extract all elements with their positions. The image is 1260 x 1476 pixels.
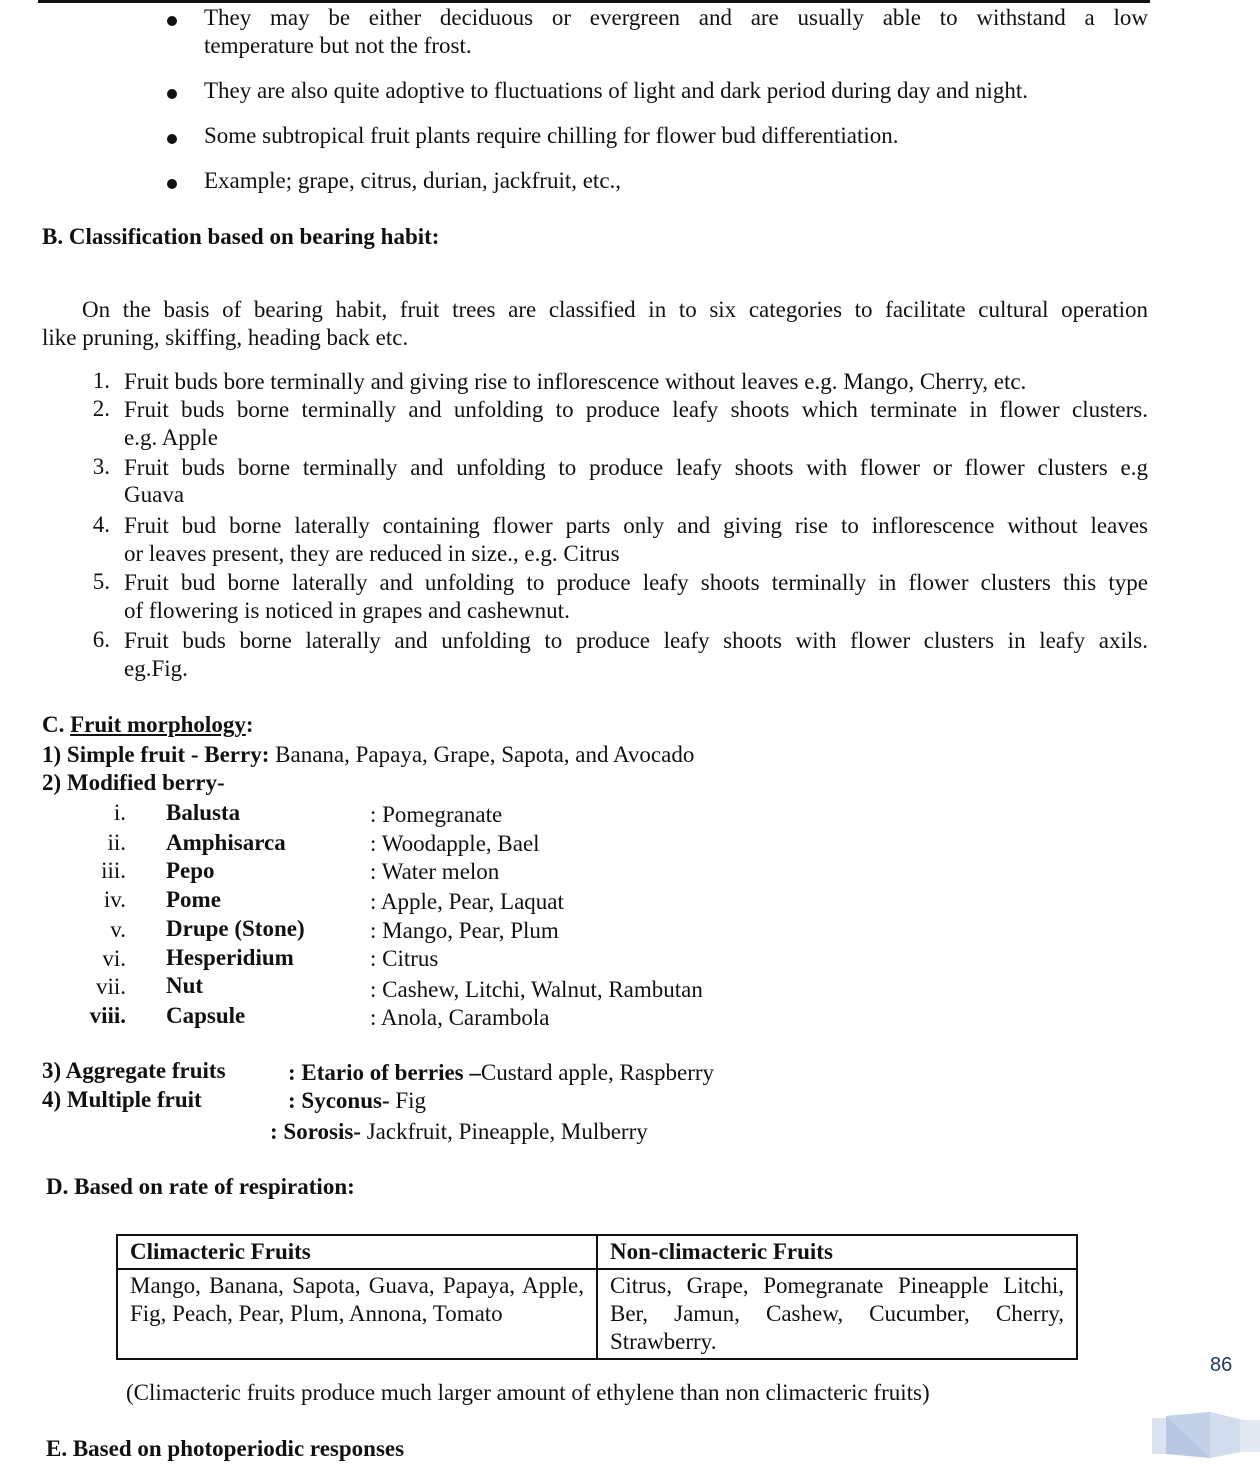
list-item-continued: of flowering is noticed in grapes and cashewnut. — [124, 598, 570, 623]
bullet-icon — [164, 175, 178, 189]
table-header: Non-climacteric Fruits — [597, 1235, 1077, 1269]
fruit-type-examples: : Water melon — [370, 859, 500, 884]
bullet-text: Some subtropical fruit plants require chilling for flower bud differentiation. — [204, 123, 899, 148]
section-d-heading: D. Based on rate of respiration: — [46, 1174, 355, 1199]
fruit-type-examples: : Cashew, Litchi, Walnut, Rambutan — [370, 977, 703, 1002]
ethylene-note: (Climacteric fruits produce much larger amount of ethylene than non climacteric fruits) — [126, 1380, 930, 1405]
respiration-table — [116, 1234, 1078, 1360]
section-b-intro-continued: like pruning, skiffing, heading back etc. — [42, 325, 409, 350]
list-number: 2. — [92, 396, 110, 421]
bullet-icon — [164, 130, 178, 144]
list-number: 3. — [92, 454, 110, 479]
section-e-heading: E. Based on photoperiodic responses — [46, 1436, 405, 1461]
aggregate-fruits-line — [288, 1060, 714, 1086]
roman-numeral: i. — [113, 800, 126, 825]
list-number: 1. — [92, 368, 110, 393]
roman-numeral: iv. — [103, 887, 126, 912]
bullet-text: Example; grape, citrus, durian, jackfruit, etc., — [204, 168, 622, 193]
list-item-continued: Guava — [124, 482, 185, 507]
multiple-fruit-line — [288, 1088, 426, 1114]
bullet-icon — [164, 85, 178, 99]
section-b-intro: On the basis of bearing habit, fruit trees are classified in to six categories to facilitate cultural operation — [82, 297, 1148, 322]
list-item-continued: eg.Fig. — [124, 656, 188, 681]
roman-numeral: vii. — [95, 974, 126, 999]
simple-fruit-line — [42, 742, 694, 768]
roman-numeral: ii. — [107, 830, 126, 855]
table-cell: Citrus, Grape, Pomegranate Pineapple Litchi, Ber, Jamun, Cashew, Cucumber, Cherry, Strawberry. — [597, 1269, 1077, 1359]
fruit-type-examples: : Woodapple, Bael — [370, 831, 540, 856]
fruit-type-term: Nut — [166, 973, 204, 998]
fruit-type-examples: : Mango, Pear, Plum — [370, 918, 559, 943]
multiple-examples-sorosis: Jackfruit, Pineapple, Mulberry — [360, 1119, 648, 1144]
fruit-type-term: Amphisarca — [166, 830, 286, 855]
fruit-type-term: Hesperidium — [166, 945, 294, 970]
roman-numeral: vi. — [102, 946, 126, 971]
list-item: Fruit buds borne laterally and unfolding to produce leafy shoots with flower clusters in leafy axils. — [124, 628, 1148, 653]
bullet-text: They are also quite adoptive to fluctuations of light and dark period during day and night. — [204, 78, 1028, 103]
multiple-examples-syconus: Fig — [389, 1088, 427, 1113]
list-item-continued: or leaves present, they are reduced in size., e.g. Citrus — [124, 541, 620, 566]
roman-numeral: v. — [110, 917, 126, 942]
aggregate-fruits-label: 3) Aggregate fruits — [42, 1058, 226, 1083]
roman-numeral: viii. — [89, 1003, 126, 1028]
section-c-prefix: C. — [42, 712, 71, 737]
fruit-type-term: Capsule — [166, 1003, 246, 1028]
top-rule — [38, 0, 1150, 3]
section-b-heading: B. Classification based on bearing habit: — [42, 224, 440, 249]
table-header-row — [117, 1235, 1077, 1269]
multiple-fruit-line-2 — [270, 1119, 648, 1145]
list-number: 4. — [92, 512, 110, 537]
multiple-type-syconus: : Syconus- — [288, 1088, 390, 1113]
fruit-type-examples: : Anola, Carambola — [370, 1005, 550, 1030]
multiple-fruit-label: 4) Multiple fruit — [42, 1087, 202, 1112]
section-c-suffix: : — [245, 712, 254, 737]
list-item: Fruit bud borne laterally and unfolding to produce leafy shoots terminally in flower clusters this type — [124, 570, 1148, 595]
list-item: Fruit buds bore terminally and giving rise to inflorescence without leaves e.g. Mango, Cherry, etc. — [124, 369, 1027, 394]
list-item: Fruit buds borne terminally and unfolding to produce leafy shoots with flower or flower clusters e.g — [124, 455, 1148, 480]
modified-berry-label: 2) Modified berry- — [42, 770, 225, 795]
list-number: 5. — [92, 569, 110, 594]
aggregate-type: : Etario of berries – — [288, 1060, 481, 1085]
multiple-type-sorosis: : Sorosis- — [270, 1119, 361, 1144]
bullet-text-continued: temperature but not the frost. — [204, 33, 472, 58]
table-header: Climacteric Fruits — [117, 1235, 597, 1269]
table-cell: Mango, Banana, Sapota, Guava, Papaya, Apple, Fig, Peach, Pear, Plum, Annona, Tomato — [117, 1269, 597, 1359]
bullet-icon — [164, 12, 178, 26]
fruit-type-examples: : Citrus — [370, 946, 439, 971]
roman-numeral: iii. — [101, 858, 126, 883]
simple-fruit-label: 1) Simple fruit - Berry: — [42, 742, 270, 767]
list-number: 6. — [92, 627, 110, 652]
bullet-text: They may be either deciduous or evergreen and are usually able to withstand a low — [204, 5, 1148, 30]
fruit-type-examples: : Pomegranate — [370, 802, 503, 827]
page-corner-decoration-icon — [1152, 1408, 1260, 1458]
aggregate-examples: Custard apple, Raspberry — [480, 1060, 715, 1085]
section-c-heading — [42, 712, 254, 738]
section-c-title: Fruit morphology — [70, 712, 246, 737]
fruit-type-term: Pome — [166, 887, 221, 912]
fruit-type-term: Balusta — [166, 800, 241, 825]
list-item-continued: e.g. Apple — [124, 425, 218, 450]
simple-fruit-examples: Banana, Papaya, Grape, Sapota, and Avocado — [269, 742, 695, 767]
list-item: Fruit buds borne terminally and unfolding to produce leafy shoots which terminate in flower clusters. — [124, 397, 1148, 422]
fruit-type-examples: : Apple, Pear, Laquat — [370, 889, 564, 914]
page-number: 86 — [1210, 1354, 1233, 1376]
table-row — [117, 1269, 1077, 1359]
fruit-type-term: Pepo — [166, 858, 215, 883]
list-item: Fruit bud borne laterally containing flower parts only and giving rise to inflorescence without leaves — [124, 513, 1148, 538]
fruit-type-term: Drupe (Stone) — [166, 916, 305, 941]
